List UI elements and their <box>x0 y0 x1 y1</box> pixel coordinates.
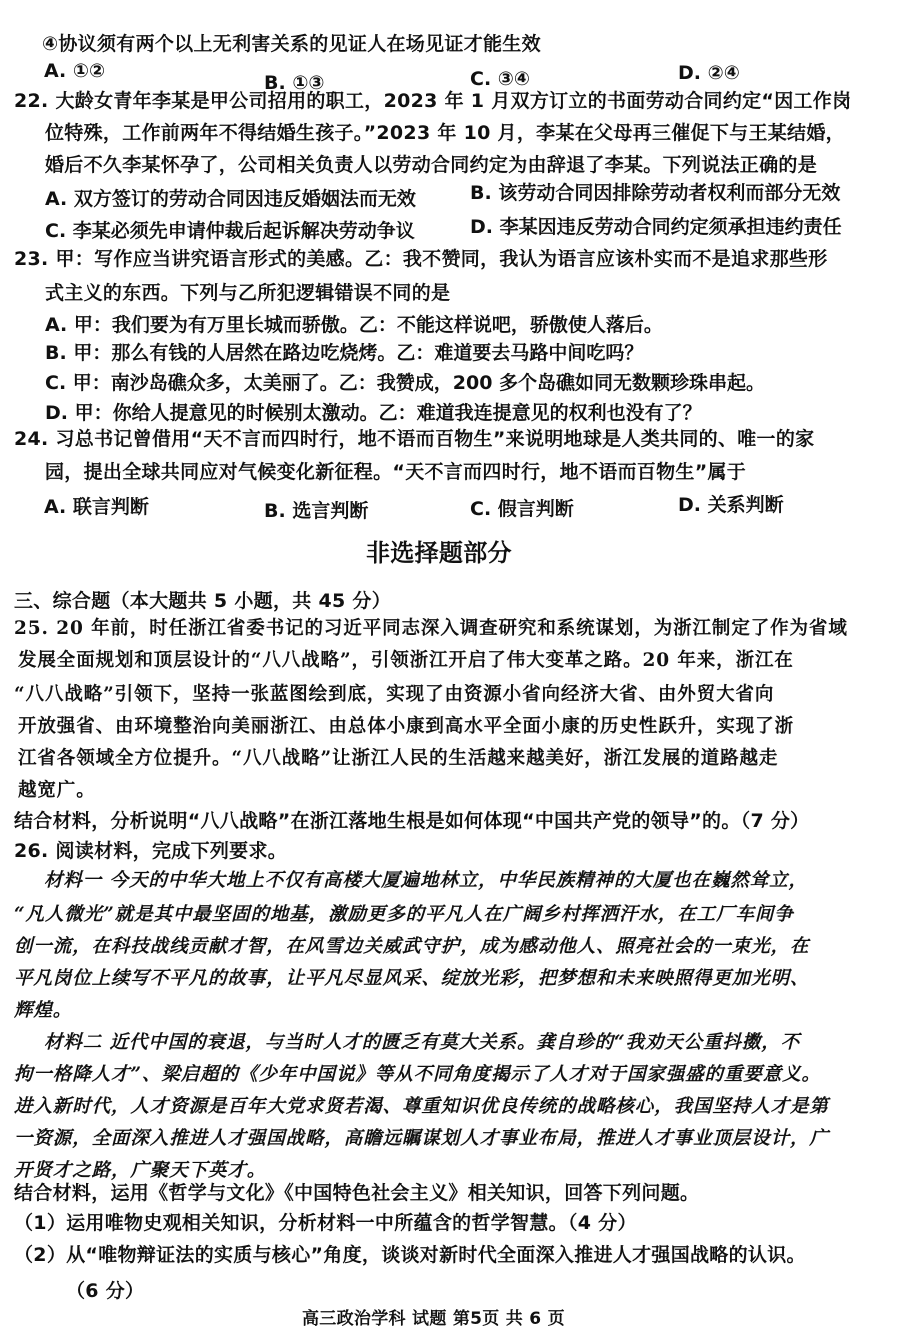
q24-option-c: C. 假言判断 <box>470 498 574 520</box>
q22-option-b: B. 该劳动合同因排除劳动者权利而部分无效 <box>470 182 841 204</box>
q26-material2-line-5: 开贤才之路，广聚天下英才。 <box>14 1160 267 1181</box>
q26-material2-line-4: 一资源，全面深入推进人才强国战略，高瞻远瞩谋划人才事业布局，推进人才事业顶层设计，广 <box>14 1128 829 1149</box>
section-heading: 三、综合题（本大题共 5 小题，共 45 分） <box>14 590 392 612</box>
q22-stem-line-1: 22. 大龄女青年李某是甲公司招用的职工，2023 年 1 月双方订立的书面劳动合同约定“因工作岗 <box>14 90 852 112</box>
q26-material2-line-3: 进入新时代，人才资源是百年大党求贤若渴、尊重知识优良传统的战略核心，我国坚持人才是第 <box>14 1096 829 1117</box>
q25-material-line-1: 25. 20 年前，时任浙江省委书记的习近平同志深入调查研究和系统谋划，为浙江制定了作为省域 <box>14 618 848 639</box>
q24-stem-line-2: 园，提出全球共同应对气候变化新征程。“天不言而四时行，地不语而百物生”属于 <box>45 461 747 483</box>
q26-subquestion-1: （1）运用唯物史观相关知识，分析材料一中所蕴含的哲学智慧。（4 分） <box>14 1212 637 1234</box>
q23-option-d: D. 甲：你给人提意见的时候别太激动。乙：难道我连提意见的权利也没有了？ <box>45 402 702 424</box>
q25-material-line-3: “八八战略”引领下，坚持一张蓝图绘到底，实现了由资源小省向经济大省、由外贸大省向 <box>14 684 775 705</box>
q21-option-a: A. ①② <box>44 60 106 82</box>
q24-option-b: B. 选言判断 <box>264 500 369 522</box>
q26-intro: 26. 阅读材料，完成下列要求。 <box>14 840 288 862</box>
q26-material2-line-1: 材料二 近代中国的衰退，与当时人才的匮乏有莫大关系。龚自珍的“我劝天公重抖擞，不 <box>44 1032 801 1053</box>
q26-material1-line-5: 辉煌。 <box>14 1000 73 1021</box>
page-footer: 高三政治学科 试题 第5页 共 6 页 <box>302 1309 565 1329</box>
q24-option-d: D. 关系判断 <box>678 494 784 516</box>
q23-option-b: B. 甲：那么有钱的人居然在路边吃烧烤。乙：难道要去马路中间吃吗？ <box>45 342 644 364</box>
q25-material-line-5: 江省各领域全方位提升。“八八战略”让浙江人民的生活越来越美好，浙江发展的道路越走 <box>18 748 779 769</box>
q26-question: 结合材料，运用《哲学与文化》《中国特色社会主义》相关知识，回答下列问题。 <box>14 1182 700 1204</box>
q24-stem-line-1: 24. 习总书记曾借用“天不言而四时行，地不语而百物生”来说明地球是人类共同的、唯一的家 <box>14 428 815 450</box>
q26-material1-line-1: 材料一 今天的中华大地上不仅有高楼大厦遍地林立，中华民族精神的大厦也在巍然耸立， <box>44 870 808 891</box>
q22-stem-line-3: 婚后不久李某怀孕了，公司相关负责人以劳动合同约定为由辞退了李某。下列说法正确的是 <box>45 154 818 176</box>
q24-option-a: A. 联言判断 <box>44 496 149 518</box>
q26-material1-line-2: “凡人微光”就是其中最坚固的地基，激励更多的平凡人在广阔乡村挥洒汗水，在工厂车间争 <box>14 904 794 925</box>
q21-option-c: C. ③④ <box>470 68 530 90</box>
q26-subquestion-2-score: （6 分） <box>66 1280 145 1302</box>
q23-option-a: A. 甲：我们要为有万里长城而骄傲。乙：不能这样说吧，骄傲使人落后。 <box>45 314 663 336</box>
q23-stem-line-2: 式主义的东西。下列与乙所犯逻辑错误不同的是 <box>45 282 451 304</box>
q26-material1-line-4: 平凡岗位上续写不平凡的故事，让平凡尽显风采、绽放光彩，把梦想和未来映照得更加光明、 <box>14 968 810 989</box>
section-title: 非选择题部分 <box>366 539 512 567</box>
q21-item-4: ④协议须有两个以上无利害关系的见证人在场见证才能生效 <box>42 33 541 55</box>
q22-option-d: D. 李某因违反劳动合同约定须承担违约责任 <box>470 216 842 238</box>
q21-option-d: D. ②④ <box>678 62 740 84</box>
q25-question: 结合材料，分析说明“八八战略”在浙江落地生根是如何体现“中国共产党的领导”的。（7 分） <box>14 810 810 832</box>
q21-option-b: B. ①③ <box>264 72 325 94</box>
q25-material-line-2: 发展全面规划和顶层设计的“八八战略”，引领浙江开启了伟大变革之路。20 年来，浙江在 <box>18 650 794 671</box>
q23-stem-line-1: 23. 甲：写作应当讲究语言形式的美感。乙：我不赞同，我认为语言应该朴实而不是追求那些形 <box>14 248 828 270</box>
q26-subquestion-2: （2）从“唯物辩证法的实质与核心”角度，谈谈对新时代全面深入推进人才强国战略的认识。 <box>14 1244 806 1266</box>
q25-material-line-4: 开放强省、由环境整治向美丽浙江、由总体小康到高水平全面小康的历史性跃升，实现了浙 <box>18 716 795 737</box>
q26-material1-line-3: 创一流，在科技战线贡献才智，在风雪边关威武守护，成为感动他人、照亮社会的一束光，在 <box>14 936 810 957</box>
q25-material-line-6: 越宽广。 <box>18 780 96 801</box>
q26-material2-line-2: 拘一格降人才”、梁启超的《少年中国说》等从不同角度揭示了人才对于国家强盛的重要意义。 <box>14 1064 821 1085</box>
q22-stem-line-2: 位特殊，工作前两年不得结婚生孩子。”2023 年 10 月，李某在父母再三催促下与王某结婚， <box>45 122 845 144</box>
q22-option-a: A. 双方签订的劳动合同因违反婚姻法而无效 <box>45 188 416 210</box>
q22-option-c: C. 李某必须先申请仲裁后起诉解决劳动争议 <box>45 220 415 242</box>
q23-option-c: C. 甲：南沙岛礁众多，太美丽了。乙：我赞成，200 多个岛礁如同无数颗珍珠串起。 <box>45 372 766 394</box>
